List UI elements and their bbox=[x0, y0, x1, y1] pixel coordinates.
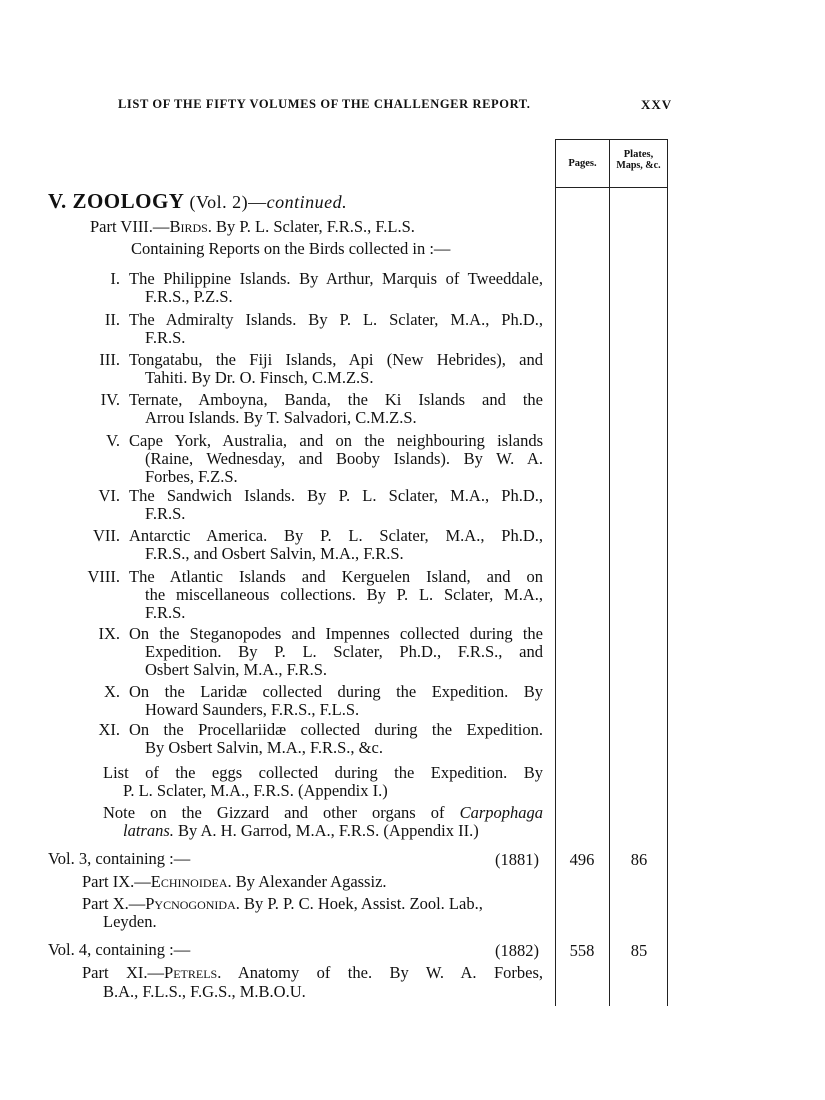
appendix-2-line2 bbox=[123, 822, 479, 840]
report-number: XI. bbox=[98, 720, 120, 739]
appendix-2-prefix: Note on the Gizzard and other organs of bbox=[103, 803, 460, 822]
report-line: The Admiralty Islands. By P. L. Sclater, M.A., Ph.D., bbox=[129, 310, 543, 329]
report-number: VII. bbox=[92, 526, 120, 545]
part-ix-prefix: Part IX.— bbox=[82, 872, 151, 891]
appendix-2-species: latrans. bbox=[123, 821, 174, 840]
appendix-1-line2: P. L. Sclater, M.A., F.R.S. (Appendix I.) bbox=[123, 781, 388, 800]
part-viii-prefix: Part VIII.— bbox=[90, 217, 170, 236]
vol4-part-xi-line2: B.A., F.L.S., F.G.S., M.B.O.U. bbox=[103, 982, 306, 1001]
report-line: Forbes, F.Z.S. bbox=[145, 467, 238, 486]
report-line: By Osbert Salvin, M.A., F.R.S., &c. bbox=[145, 738, 383, 757]
vol3-pages: 496 bbox=[569, 850, 595, 869]
column-middle-rule bbox=[609, 139, 610, 1006]
column-left-rule bbox=[555, 139, 556, 1006]
pages-column-header: Pages. bbox=[568, 158, 597, 169]
report-number: V. bbox=[106, 431, 120, 450]
section-title-text: V. ZOOLOGY bbox=[48, 189, 184, 213]
vol4-year: (1882) bbox=[495, 941, 539, 960]
part-xi-author: Anatomy of the. By W. A. Forbes, bbox=[221, 963, 543, 982]
part-viii-intro: Containing Reports on the Birds collected in :— bbox=[131, 239, 451, 258]
section-title bbox=[48, 189, 347, 214]
vol4-pages: 558 bbox=[569, 941, 595, 960]
report-line: F.R.S. bbox=[145, 504, 186, 523]
report-line: Expedition. By P. L. Sclater, Ph.D., F.R.S., and bbox=[145, 642, 543, 661]
report-line: The Sandwich Islands. By P. L. Sclater, M.A., Ph.D., bbox=[129, 486, 543, 505]
column-right-rule bbox=[667, 139, 668, 1006]
report-line: The Philippine Islands. By Arthur, Marquis of Tweeddale, bbox=[129, 269, 543, 288]
part-ix-topic: Echinoidea. bbox=[150, 872, 232, 891]
plates-header-line1: Plates, bbox=[623, 149, 654, 160]
report-line: Howard Saunders, F.R.S., F.L.S. bbox=[145, 700, 360, 719]
part-viii-author: By P. L. Sclater, F.R.S., F.L.S. bbox=[211, 217, 415, 236]
report-line: On the Steganopodes and Impennes collected during the bbox=[129, 624, 543, 643]
report-line: The Atlantic Islands and Kerguelen Island, and on bbox=[129, 567, 543, 586]
report-line: Cape York, Australia, and on the neighbouring islands bbox=[129, 431, 543, 450]
part-viii-topic: Birds. bbox=[169, 217, 212, 236]
report-line: Antarctic America. By P. L. Sclater, M.A., Ph.D., bbox=[129, 526, 543, 545]
report-line: F.R.S. bbox=[145, 603, 186, 622]
report-line: (Raine, Wednesday, and Booby Islands). By W. A. bbox=[145, 449, 543, 468]
appendix-2-rest: By A. H. Garrod, M.A., F.R.S. (Appendix II.) bbox=[173, 821, 479, 840]
plates-header-line2: Maps, &c. bbox=[616, 160, 661, 171]
report-line: Ternate, Amboyna, Banda, the Ki Islands and the bbox=[129, 390, 543, 409]
vol3-plates: 86 bbox=[630, 850, 648, 869]
appendix-1-line1: List of the eggs collected during the Expedition. By bbox=[103, 763, 543, 782]
report-line: On the Procellariidæ collected during the Expedition. bbox=[129, 720, 543, 739]
vol4-plates: 85 bbox=[630, 941, 648, 960]
report-number: X. bbox=[103, 682, 120, 701]
vol3-part-ix bbox=[82, 873, 387, 891]
report-number: I. bbox=[110, 269, 120, 288]
report-line: F.R.S., and Osbert Salvin, M.A., F.R.S. bbox=[145, 544, 404, 563]
vol3-label: Vol. 3, containing :— bbox=[48, 849, 191, 868]
report-line: the miscellaneous collections. By P. L. Sclater, M.A., bbox=[145, 585, 543, 604]
page-number: XXV bbox=[641, 97, 673, 112]
report-line: On the Laridæ collected during the Expedition. By bbox=[129, 682, 543, 701]
report-number: III. bbox=[99, 350, 120, 369]
report-line: Tahiti. By Dr. O. Finsch, C.M.Z.S. bbox=[145, 368, 374, 387]
vol3-part-x-line2: Leyden. bbox=[103, 912, 157, 931]
running-title: LIST OF THE FIFTY VOLUMES OF THE CHALLENGER REPORT. bbox=[118, 97, 531, 111]
part-xi-prefix: Part XI.— bbox=[82, 963, 165, 982]
report-line: F.R.S. bbox=[145, 328, 186, 347]
part-x-topic: Pycnogonida. bbox=[145, 894, 240, 913]
report-number: II. bbox=[104, 310, 120, 329]
column-top-rule bbox=[555, 139, 668, 140]
report-line: Tongatabu, the Fiji Islands, Api (New Hebrides), and bbox=[129, 350, 543, 369]
part-viii-heading bbox=[90, 218, 415, 236]
section-subtitle-italic: continued. bbox=[266, 192, 348, 212]
report-line: Arrou Islands. By T. Salvadori, C.M.Z.S. bbox=[145, 408, 417, 427]
part-xi-topic: Petrels. bbox=[164, 963, 222, 982]
appendix-2-line1 bbox=[103, 804, 543, 822]
report-line: F.R.S., P.Z.S. bbox=[145, 287, 233, 306]
report-number: VI. bbox=[98, 486, 120, 505]
column-header-rule bbox=[555, 187, 668, 188]
vol3-part-x bbox=[82, 895, 483, 913]
report-number: IV. bbox=[100, 390, 120, 409]
plates-column-header bbox=[610, 149, 667, 171]
report-number: IX. bbox=[98, 624, 120, 643]
part-ix-author: By Alexander Agassiz. bbox=[231, 872, 387, 891]
section-subtitle: (Vol. 2)— bbox=[189, 192, 267, 212]
appendix-2-genus: Carpophaga bbox=[459, 803, 543, 822]
report-number: VIII. bbox=[87, 567, 120, 586]
vol3-year: (1881) bbox=[495, 850, 539, 869]
report-line: Osbert Salvin, M.A., F.R.S. bbox=[145, 660, 328, 679]
vol4-label: Vol. 4, containing :— bbox=[48, 940, 191, 959]
part-x-prefix: Part X.— bbox=[82, 894, 146, 913]
vol4-part-xi bbox=[82, 964, 543, 982]
part-x-author: By P. P. C. Hoek, Assist. Zool. Lab., bbox=[239, 894, 483, 913]
